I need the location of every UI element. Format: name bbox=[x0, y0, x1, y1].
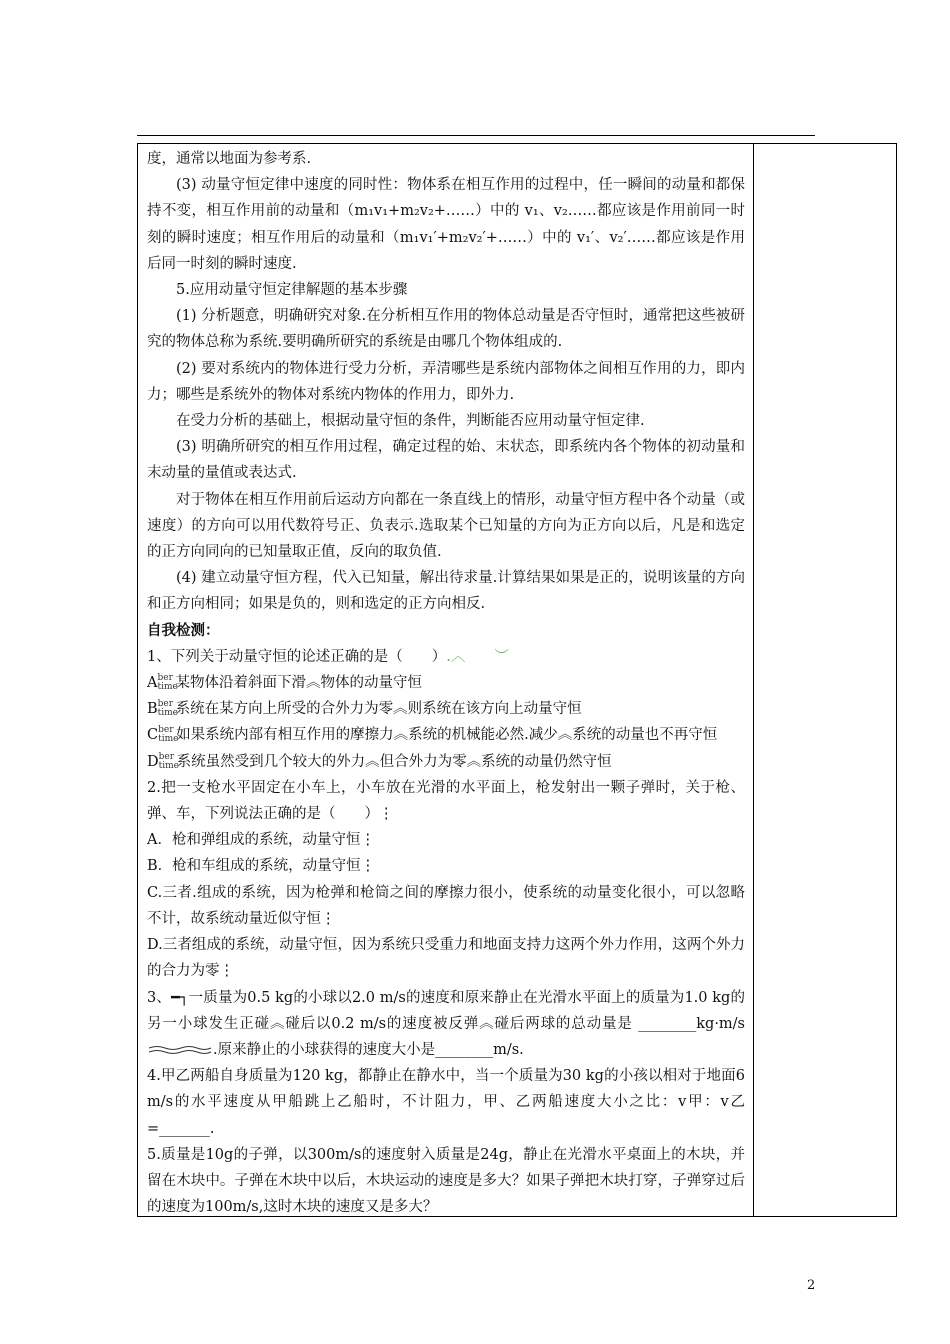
separator: ︽ bbox=[557, 727, 573, 744]
option-text: 如果系统内部有相互作用的摩擦力 bbox=[176, 727, 394, 744]
option-text: 但合外力为零 bbox=[379, 753, 467, 770]
decoration-marks: .︿ ︶ bbox=[446, 648, 509, 665]
question-5: 5.质量是10g的子弹，以300m/s的速度射入质量是24g，静止在光滑水平桌面上的木块，并留在木块中。子弹在木块中以后，木块运动的速度是多大？如果子弹把木块打穿，子弹穿过后的速度为100m/s,这时木块的速度又是多大？ bbox=[147, 1146, 745, 1216]
subscript-mark: ber time bbox=[157, 673, 178, 693]
subscript-mark: ber time bbox=[158, 751, 179, 771]
line: (1) 分析题意，明确研究对象.在分析相互作用的物体总动量是否守恒时，通常把这些被研究的物体总称为系统.要明确所研究的系统是由哪几个物体组成的. bbox=[147, 308, 745, 351]
subscript-mark: ber time bbox=[157, 699, 179, 719]
line: 对于物体在相互作用前后运动方向都在一条直线上的情形，动量守恒方程中各个动量（或速度）的方向可以用代数符号正、负表示.选取某个已知量的方向为正方向以后，凡是和选定的正方向同向的已知量取正值，反向的取负值. bbox=[147, 491, 745, 561]
line: (4) 建立动量守恒方程，代入已知量，解出待求量.计算结果如果是正的，说明该量的方向和正方向相同；如果是负的，则和选定的正方向相反. bbox=[147, 570, 745, 613]
main-content bbox=[147, 146, 745, 1220]
option-label: A bbox=[147, 675, 158, 692]
section-heading: 自我检测： bbox=[147, 621, 220, 639]
option-label: B bbox=[147, 701, 158, 718]
separator: ︽ bbox=[269, 1015, 286, 1032]
column-divider bbox=[753, 143, 754, 1217]
question-3 bbox=[147, 985, 745, 1064]
header-rule bbox=[137, 135, 815, 136]
line: (2) 要对系统内的物体进行受力分析，弄清哪些是系统内部物体之间相互作用的力，即内力；哪些是系统外的物体对系统内物体的作用力，即外力. bbox=[147, 360, 745, 403]
line: 在受力分析的基础上，根据动量守恒的条件，判断能否应用动量守恒定律. bbox=[176, 413, 645, 430]
option-b bbox=[147, 696, 745, 722]
option-text: 系统在某方向上所受的合外力为零 bbox=[175, 701, 394, 718]
option-text: 物体的动量守恒 bbox=[320, 675, 422, 692]
line: 5.应用动量守恒定律解题的基本步骤 bbox=[176, 282, 408, 299]
separator: ︽ bbox=[305, 675, 321, 692]
option-text: 某物体沿着斜面下滑 bbox=[175, 675, 306, 692]
separator: ︽ bbox=[365, 753, 380, 770]
option-label: D bbox=[147, 753, 159, 770]
option-text: 则系统在该方向上动量守恒 bbox=[407, 701, 582, 718]
question-3-text: .原来静止的小球获得的速度大小是________m/s. bbox=[213, 1041, 524, 1058]
question-2: 2.把一支枪水平固定在小车上，小车放在光滑的水平面上，枪发射出一颗子弹时，关于枪、弹、车，下列说法正确的是（ ）⋮ bbox=[147, 779, 745, 823]
question-3-text: 3、━┐一质量为0.5 kg的小球以2.0 m/s的速度和原来静止在光滑水平面上的质量为1.0 kg的另一小球发生正碰 bbox=[147, 989, 745, 1032]
option-text: 系统虽然受到几个较大的外力 bbox=[176, 753, 366, 770]
wave-decoration bbox=[147, 1045, 213, 1055]
separator: ︽ bbox=[393, 727, 409, 744]
question-1 bbox=[147, 644, 745, 670]
separator: ︽ bbox=[393, 701, 408, 718]
option-a bbox=[147, 670, 745, 696]
question-3-text: 碰后两球的总动量是 ________kg·m/s bbox=[494, 1015, 745, 1032]
separator: ︽ bbox=[466, 753, 482, 770]
option-text: 系统的动量仍然守恒 bbox=[481, 753, 612, 770]
option-text: 系统的机械能必然.减少 bbox=[408, 727, 558, 744]
page-number: 2 bbox=[807, 1278, 816, 1293]
question-2-option: A．枪和弹组成的系统，动量守恒⋮ bbox=[147, 832, 375, 849]
question-2-option: D.三者组成的系统，动量守恒，因为系统只受重力和地面支持力这两个外力作用，这两个外力的合力为零⋮ bbox=[147, 937, 745, 980]
option-text: 系统的动量也不再守恒 bbox=[572, 727, 718, 744]
question-4: 4.甲乙两船自身质量为120 kg，都静止在静水中，当一个质量为30 kg的小孩以相对于地面6 m/s的水平速度从甲船跳上乙船时，不计阻力，甲、乙两船速度大小之比：v甲：v乙=_______. bbox=[147, 1068, 745, 1137]
question-3-text: 碰后以0.2 m/s的速度被反弹 bbox=[285, 1015, 480, 1032]
question-1-stem: 1、下列关于动量守恒的论述正确的是（ ） bbox=[147, 648, 447, 665]
line: (3) 动量守恒定律中速度的同时性：物体系在相互作用的过程中，任一瞬间的动量和都保持不变，相互作用前的动量和（m₁v₁+m₂v₂+……）中的 v₁、v₂……都应该是作用前同一时刻的瞬时速度；相互作用后的动量和（m₁v₁′+m₂v₂′+……）中的 v₁′、v₂′……都应该是作用后同一时刻的瞬时速度. bbox=[147, 177, 745, 272]
subscript-mark: ber time bbox=[158, 725, 179, 745]
option-c bbox=[147, 722, 745, 748]
question-2-option: C.三者.组成的系统，因为枪弹和枪筒之间的摩擦力很小，使系统的动量变化很小，可以忽略不计，故系统动量近似守恒⋮ bbox=[147, 884, 745, 927]
option-label: C bbox=[147, 727, 159, 744]
line: (3) 明确所研究的相互作用过程，确定过程的始、末状态，即系统内各个物体的初动量和末动量的量值或表达式. bbox=[147, 439, 745, 482]
option-d bbox=[147, 749, 745, 775]
line: 度，通常以地面为参考系. bbox=[147, 151, 312, 167]
separator: ︽ bbox=[479, 1015, 495, 1032]
question-2-option: B．枪和车组成的系统，动量守恒⋮ bbox=[147, 858, 376, 875]
